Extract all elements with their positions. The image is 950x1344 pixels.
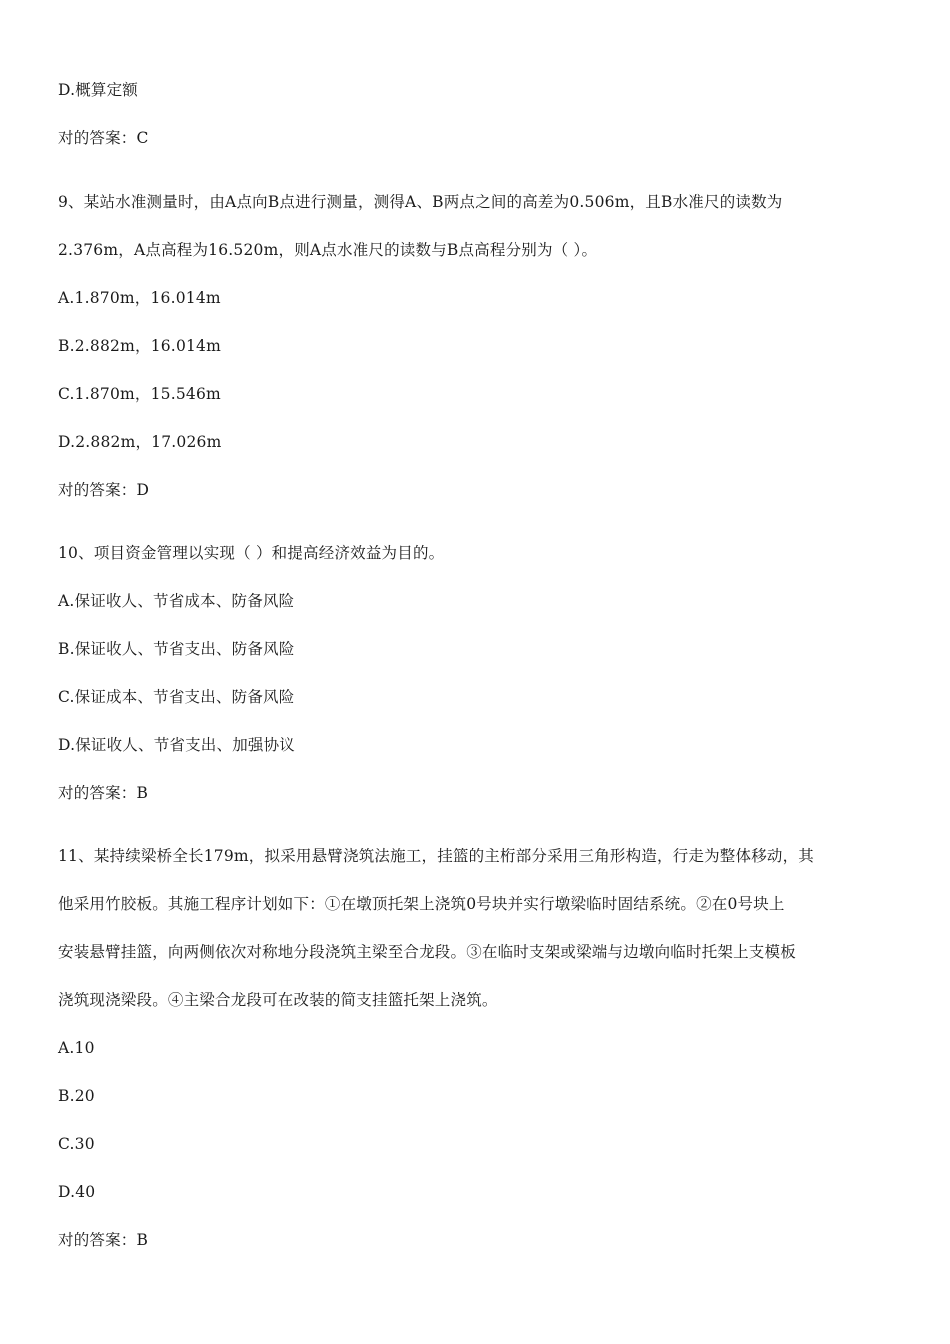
q11-answer: 对的答案：B [58, 1231, 149, 1249]
q9-stem-line-1: 9、某站水准测量时，由A点向B点进行测量，测得A、B两点之间的高差为0.506m，且B水准尺的读数为 [58, 193, 783, 211]
q8-option-d: D.概算定额 [58, 81, 139, 99]
q10-stem: 10、项目资金管理以实现（ ）和提高经济效益为目的。 [58, 544, 445, 562]
q9-option-b: B.2.882m，16.014m [58, 337, 222, 355]
q10-answer: 对的答案：B [58, 784, 149, 802]
q10-option-a: A.保证收人、节省成本、防备风险 [58, 592, 295, 610]
q9-option-a: A.1.870m，16.014m [58, 289, 221, 307]
q10-option-c: C.保证成本、节省支出、防备风险 [58, 688, 295, 706]
q8-answer: 对的答案：C [58, 129, 149, 147]
q9-option-d: D.2.882m，17.026m [58, 433, 222, 451]
q11-option-c: C.30 [58, 1135, 95, 1153]
q11-stem-line-4: 浇筑现浇梁段。④主梁合龙段可在改装的简支挂篮托架上浇筑。 [58, 991, 498, 1009]
q11-option-b: B.20 [58, 1087, 95, 1105]
q11-option-a: A.10 [58, 1039, 95, 1057]
q11-stem-line-1: 11、某持续梁桥全长179m，拟采用悬臂浇筑法施工，挂篮的主桁部分采用三角形构造，行走为整体移动，其 [58, 847, 815, 865]
q9-option-c: C.1.870m，15.546m [58, 385, 221, 403]
q11-stem-line-2: 他采用竹胶板。其施工程序计划如下：①在墩顶托架上浇筑0号块并实行墩梁临时固结系统。②在0号块上 [58, 895, 785, 913]
q11-option-d: D.40 [58, 1183, 96, 1201]
q10-option-d: D.保证收人、节省支出、加强协议 [58, 736, 296, 754]
q9-answer: 对的答案：D [58, 481, 150, 499]
q11-stem-line-3: 安装悬臂挂篮，向两侧依次对称地分段浇筑主梁至合龙段。③在临时支架或梁端与边墩向临时托架上支模板 [58, 943, 796, 961]
q10-option-b: B.保证收人、节省支出、防备风险 [58, 640, 295, 658]
q9-stem-line-2: 2.376m，A点高程为16.520m，则A点水准尺的读数与B点高程分别为（ ）。 [58, 241, 598, 259]
